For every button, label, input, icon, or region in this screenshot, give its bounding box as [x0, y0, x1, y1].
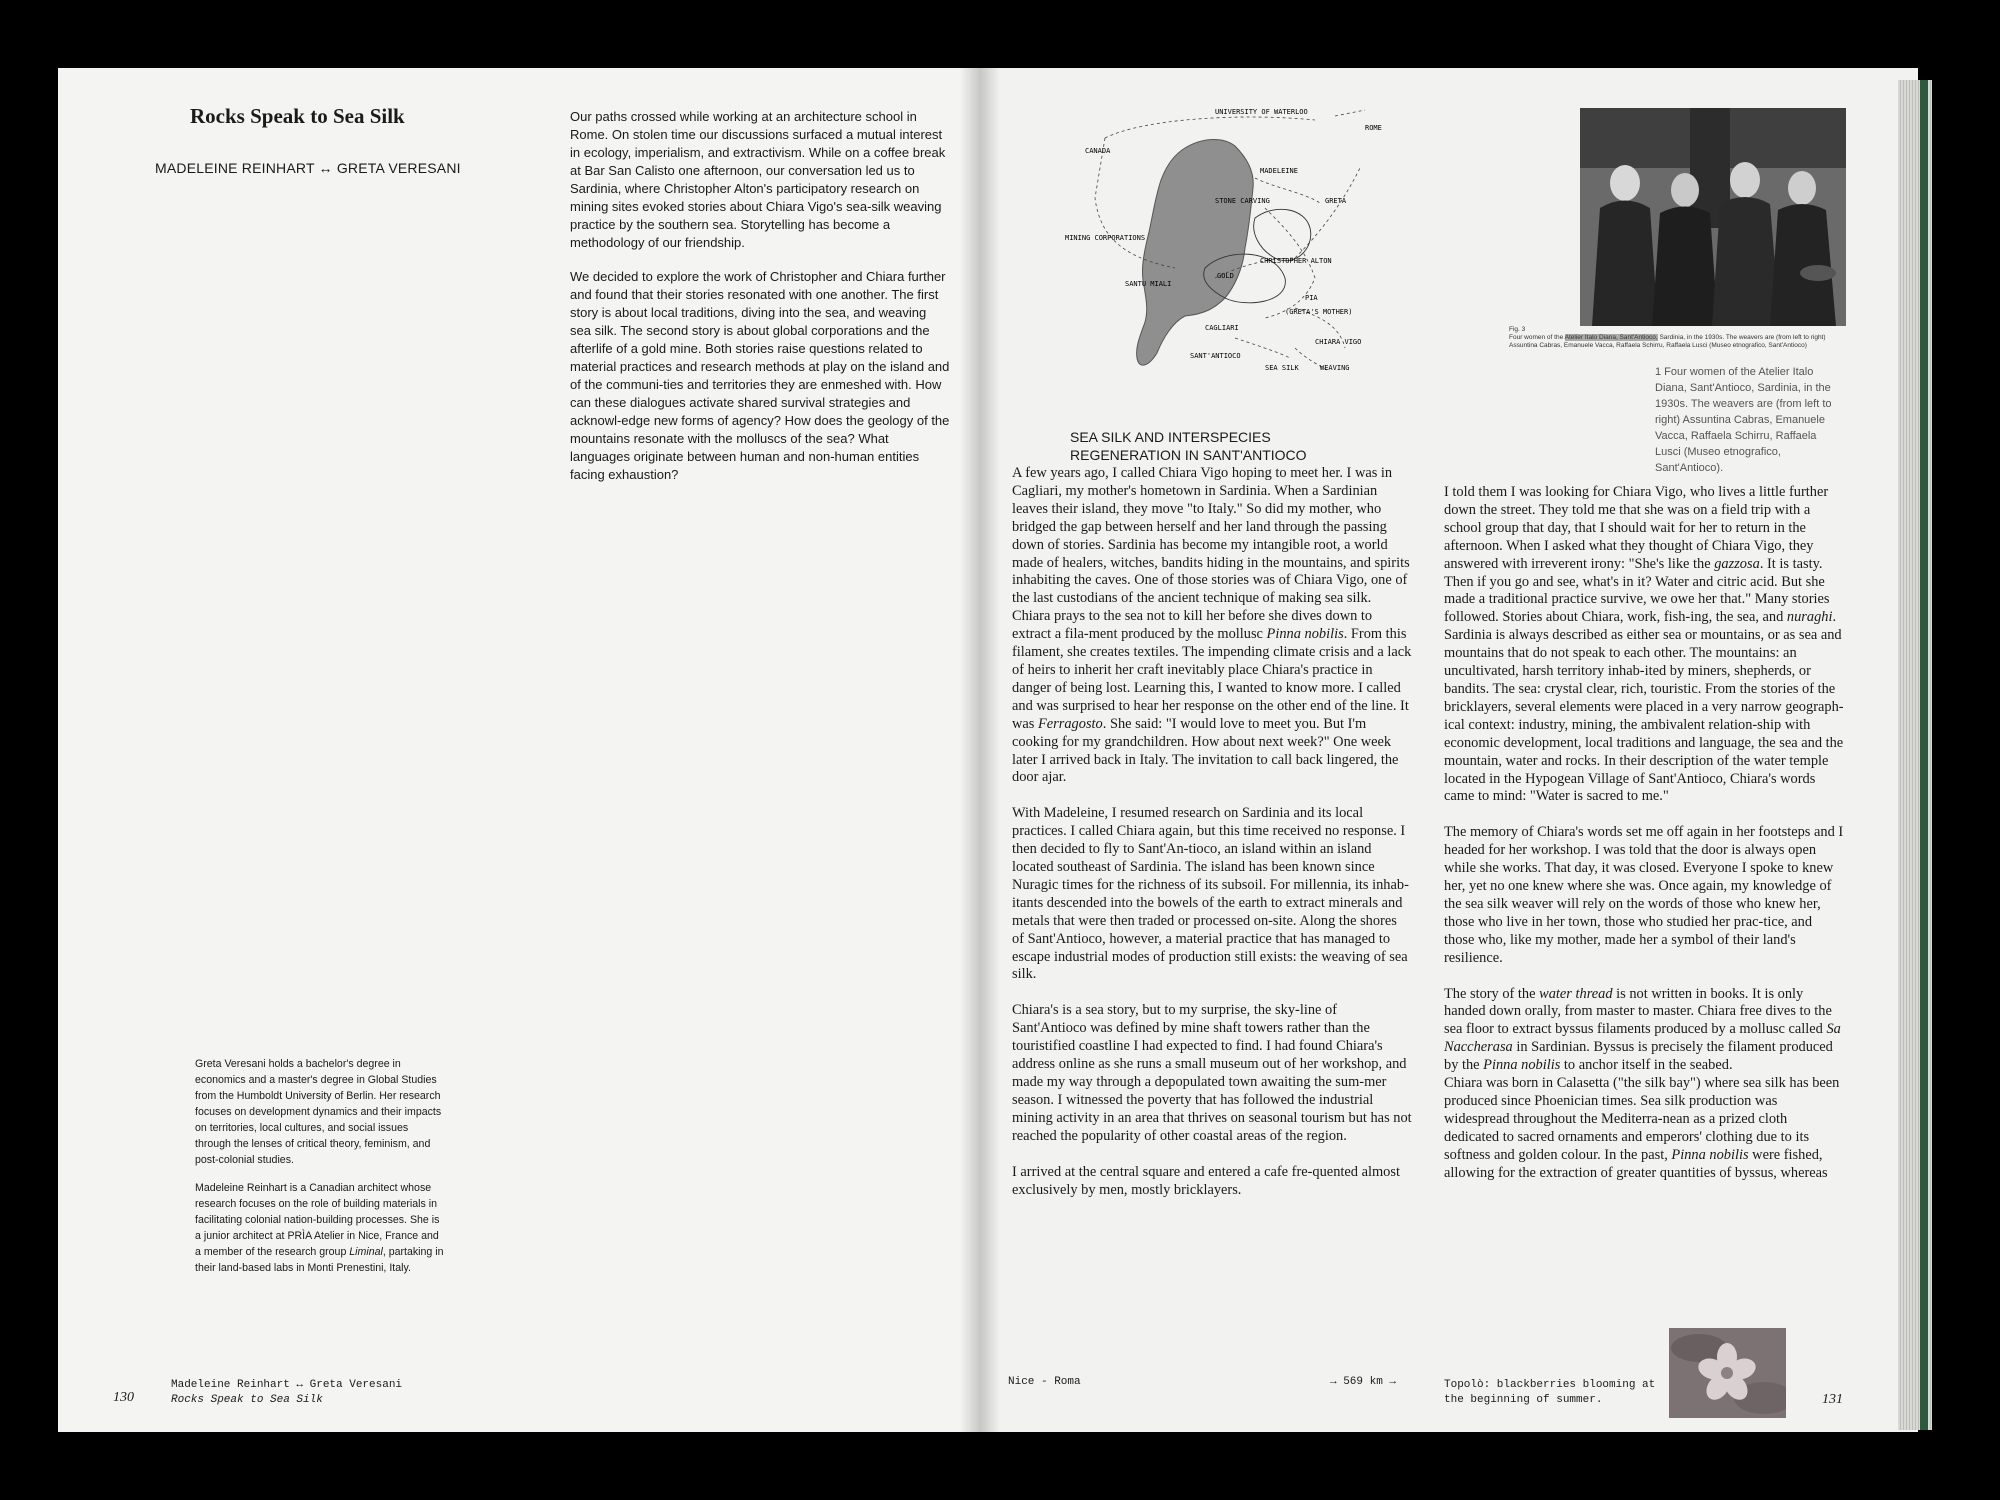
map-label-rome: ROME	[1365, 124, 1382, 132]
intro-text	[570, 108, 950, 500]
map-label-weaving: WEAVING	[1320, 364, 1350, 372]
blackberry-flower-photo	[1669, 1328, 1786, 1418]
map-label-christopher: CHRISTOPHER ALTON	[1260, 257, 1332, 265]
map-label-cagliari: CAGLIARI	[1205, 324, 1239, 332]
footer-photo-caption: Topolò: blackberries blooming at the beginning of summer.	[1444, 1379, 1656, 1406]
map-label-santantioco: SANT'ANTIOCO	[1190, 352, 1241, 360]
map-label-canada: CANADA	[1085, 147, 1111, 155]
map-label-madeleine: MADELEINE	[1260, 167, 1298, 175]
body-paragraph: The memory of Chiara's words set me off again in her footsteps and I headed for her workshop. I was told that the door is always open while she works. That day, it was closed. Everyone I spoke to knew her, yet no one knew where she was. Once again, my knowledge of the sea silk weaver will rely on the words of those who knew her, those who live in her town, those who studied her prac-tice, and those who, like my mother, made her a symbol of their land's resilience.	[1444, 824, 1844, 966]
flower-drawing	[1669, 1328, 1786, 1418]
article-authors: MADELEINE REINHART ↔ GRETA VERESANI	[155, 160, 461, 176]
weavers-photo	[1580, 108, 1846, 326]
sardinia-map-drawing	[1065, 108, 1405, 388]
bio-madeleine: Madeleine Reinhart is a Canadian architect whose research focuses on the role of building materials in facilitating colonial nation-building processes. She is a junior architect at PRÌA Atelier in Nice, France and a member of the research group Liminal, partaking in their land-based labs in Monti Prenestini, Italy.	[195, 1182, 444, 1274]
body-paragraph: With Madeleine, I resumed research on Sardinia and its local practices. I called Chiara again, but this time received no response. I then decided to fly to Sant'An-tioco, an island within an island located southeast of Sardinia. The island has been known since Nuragic times for the richness of its subsoil. For millennia, its inhab-itants descended into the bowels of the earth to extract minerals and metals that were then traded or processed on-site. Along the shores of Sant'Antioco, however, a material practice that has managed to escape industrial modes of production still exists: the weaving of sea silk.	[1012, 805, 1409, 983]
bio-greta: Greta Veresani holds a bachelor's degree in economics and a master's degree in Global Studies from the Humboldt University of Berlin. Her research focuses on development dynamics and their impacts on territories, local cultures, and social issues through the lenses of critical theory, feminism, and post-colonial studies.	[195, 1058, 442, 1166]
weavers-photo-drawing	[1580, 108, 1846, 326]
photo-small-caption: Fig. 3 Four women of the Atelier Italo Diana, Sant'Antioco, Sardinia, in the 1930s. The weavers are (from left to right) Assuntina Cabras, Emanuele Vacca, Raffaela Schirru, Raffaela Lusci (Museo etnografico, Sant'Antioco)	[1509, 326, 1826, 349]
page-number-left: 130	[113, 1390, 134, 1405]
page-edges-accent	[1920, 80, 1928, 1430]
body-paragraph: A few years ago, I called Chiara Vigo hoping to meet her. I was in Cagliari, my mother's hometown in Sardinia. When a Sardinian leaves their island, they move "to Italy." So did my mother, who bridged the gap between herself and her land through the passing down of stories. Sardinia has become my intangible root, a world made of healers, witches, bandits hiding in the mountains, and spirits inhabiting the caves. One of those stories was of Chiara Vigo, one of the last custodians of the ancient technique of making sea silk. Chiara prays to the sea not to kill her before she dives down to extract a fila-ment produced by the mollusc Pinna nobilis. From this filament, she creates textiles. The impending climate crisis and a lack of heirs to inherit her craft inevitably place Chiara's practice in danger of being lost. Learning this, I wanted to know more. I called and was surprised to hear her response on the other end of the line. It was Ferragosto. She said: "I would love to meet you. But I'm cooking for my grandchildren. How about next week?" One week later I arrived back in Italy. The invitation to call back lingered, the door ajar.	[1012, 465, 1412, 786]
body-paragraph: Chiara's is a sea story, but to my surprise, the sky-line of Sant'Antioco was defined by mine shaft towers rather than the touristified coastline I had expected to find. I had found Chiara's address online as she runs a small museum out of her workshop, and made my way through a depopulated town awaiting the sum-mer season. I witnessed the poverty that has followed the industrial mining activity in an area that thrives on seasonal tourism but has not reached the popularity of other coastal areas of the region.	[1012, 1002, 1412, 1144]
footer-route: Nice - Roma	[1008, 1376, 1081, 1388]
intro-paragraph: Our paths crossed while working at an architecture school in Rome. On stolen time our discussions surfaced a mutual interest in ecology, imperialism, and extractivism. While on a coffee break at Bar San Calisto one afternoon, our conversation led us to Sardinia, where Christopher Alton's participatory research on mining sites evoked stories about Chiara Vigo's sea-silk weaving practice by the southern sea. Storytelling has become a methodology of our friendship.	[570, 109, 946, 250]
body-paragraph: The story of the water thread is not written in books. It is only handed down orally, from master to master. Chiara free dives to the sea floor to extract byssus filaments produced by a mollusc called Sa Naccherasa in Sardinian. Byssus is precisely the filament produced by the Pinna nobilis to anchor itself in the seabed. Chiara was born in Calasetta ("the silk bay") where sea silk has been produced since Phoenician times. Sea silk production was widespread throughout the Mediterra-nean as a prized cloth dedicated to sacred ornaments and emperors' clothing due to its softness and golden colour. In the past, Pinna nobilis were fished, allowing for the extraction of greater quantities of byssus, whereas	[1444, 985, 1841, 1181]
map-label-greta: GRETA	[1325, 197, 1347, 205]
footer-distance: → 569 km →	[1330, 1376, 1397, 1388]
author-bios	[195, 1056, 445, 1288]
photo-caption: 1 Four women of the Atelier Italo Diana, Sant'Antioco, Sardinia, in the 1930s. The weavers are (from left to right) Assuntina Cabras, Emanuele Vacca, Raffaela Schirru, Raffaela Lusci (Museo etnografico, Sant'Antioco).	[1655, 366, 1832, 474]
map-label-gretas-mother: (GRETA'S MOTHER)	[1285, 308, 1353, 316]
map-label-chiara: CHIARA VIGO	[1315, 338, 1362, 346]
body-paragraph: I told them I was looking for Chiara Vigo, who lives a little further down the street. They told me that she was on a field trip with a school group that day, that I should wait for her to return in the afternoon. When I asked what they thought of Chiara Vigo, they answered with irreverent irony: "She's like the gazzosa. It is tasty. Then if you go and see, what's in it? Water and citric acid. But she made a traditional practice survive, we owe her that." Many stories followed. Stories about Chiara, work, fish-ing, the sea, and nuraghi. Sardinia is always described as either sea or mountains, or as sea and mountains that do not speak to each other. The mountains: an uncultivated, harsh territory inhab-ited by miners, shepherds, or bandits. The sea: crystal clear, rich, touristic. From the stories of the bricklayers, several elements were placed in a very narrow geograph-ical context: industry, mining, the ambivalent relation-ship with economic development, local traditions and language, the sea and the mountain, water and rocks. In their description of the water temple located in the Hypogean Village of Sant'Antioco, Chiara's words came to mind: "Water is sacred to me."	[1444, 484, 1844, 805]
footer-authors: Madeleine Reinhart ↔ Greta Veresani	[171, 1379, 403, 1391]
intro-paragraph: We decided to explore the work of Christopher and Chiara further and found that their stories resonated with one another. The first story is about local traditions, diving into the sea, and weaving sea silk. The second story is about global corporations and the afterlife of a gold mine. Both stories raise questions related to material practices and research methods at play on the island and of the communi-ties and territories they are enmeshed with. How can these dialogues activate shared survival strategies and acknowl-edge new forms of agency? How does the geology of the mountains resonate with the molluscs of the sea? What languages originate between human and non-human entities facing exhaustion?	[570, 269, 950, 482]
map-label-sea-silk: SEA SILK	[1265, 364, 1299, 372]
map-label-gold: GOLD	[1217, 272, 1234, 280]
article-title: Rocks Speak to Sea Silk	[190, 104, 405, 128]
map-label-santu: SANTU MIALI	[1125, 280, 1172, 288]
map-label-stone-carving: STONE CARVING	[1215, 197, 1270, 205]
body-paragraph: I arrived at the central square and entered a cafe fre-quented almost exclusively by men, mostly bricklayers.	[1012, 1163, 1400, 1198]
running-footer-left	[171, 1378, 402, 1408]
footer-title: Rocks Speak to Sea Silk	[171, 1394, 323, 1406]
map-label-university: UNIVERSITY OF WATERLOO	[1215, 108, 1308, 116]
page-number-right: 131	[1822, 1392, 1843, 1407]
map-label-mining: MINING CORPORATIONS	[1065, 234, 1146, 242]
body-column-left	[1012, 465, 1412, 1217]
section-heading: SEA SILK AND INTERSPECIES REGENERATION IN SANT'ANTIOCO	[1070, 429, 1307, 463]
body-column-right	[1444, 484, 1844, 1201]
map-label-pia: PIA	[1305, 294, 1318, 302]
book-gutter	[960, 68, 1000, 1432]
